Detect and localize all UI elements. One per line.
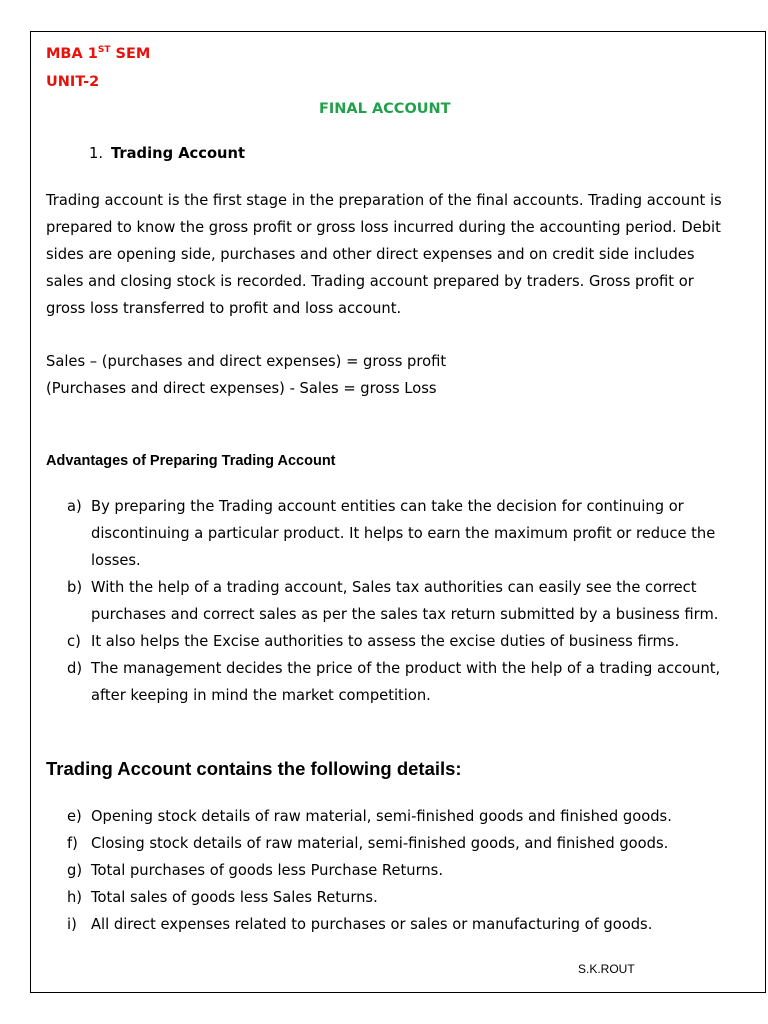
list-marker: f) [67, 835, 78, 852]
unit-label: UNIT-2 [46, 74, 100, 90]
list-marker: a) [67, 498, 82, 515]
list-marker: g) [67, 862, 83, 879]
list-text: Opening stock details of raw material, semi-finished goods and finished goods. [91, 808, 672, 825]
course-label: MBA 1ST SEM [46, 45, 151, 62]
paragraph-line: sides are opening side, purchases and other direct expenses and on credit side includes [46, 246, 695, 263]
list-item [67, 884, 757, 911]
list-text: It also helps the Excise authorities to assess the excise duties of business firms. [91, 633, 680, 650]
paragraph-line: sales and closing stock is recorded. Trading account prepared by traders. Gross profit or [46, 273, 694, 290]
paragraph-line: Trading account is the first stage in the preparation of the final accounts. Trading account is [46, 192, 722, 209]
list-item [67, 911, 757, 938]
section-heading: Trading Account [111, 145, 245, 162]
details-heading: Trading Account contains the following details: [46, 758, 462, 779]
list-marker: i) [67, 916, 77, 933]
list-item [67, 493, 757, 574]
section-number: 1. [89, 145, 104, 162]
document-page [30, 31, 766, 993]
list-text: Total purchases of goods less Purchase Returns. [91, 862, 443, 879]
formula-gross-profit: Sales – (purchases and direct expenses) = gross profit [46, 353, 447, 370]
list-item [67, 655, 757, 709]
list-marker: h) [67, 889, 83, 906]
list-marker: d) [67, 660, 83, 677]
list-marker: b) [67, 579, 83, 596]
list-text: Closing stock details of raw material, semi-finished goods, and finished goods. [91, 835, 669, 852]
advantages-heading: Advantages of Preparing Trading Account [46, 453, 336, 469]
list-marker: e) [67, 808, 82, 825]
list-text: With the help of a trading account, Sales tax authorities can easily see the correct [91, 579, 697, 596]
list-item [67, 574, 757, 628]
list-text: discontinuing a particular product. It helps to earn the maximum profit or reduce the [91, 525, 716, 542]
list-marker: c) [67, 633, 81, 650]
list-text: after keeping in mind the market competition. [91, 687, 431, 704]
list-item [67, 628, 757, 655]
list-text: purchases and correct sales as per the sales tax return submitted by a business firm. [91, 606, 719, 623]
paragraph-line: gross loss transferred to profit and loss account. [46, 300, 402, 317]
document-title: FINAL ACCOUNT [319, 101, 451, 117]
formula-gross-loss: (Purchases and direct expenses) - Sales = gross Loss [46, 380, 437, 397]
list-text: By preparing the Trading account entities can take the decision for continuing or [91, 498, 684, 515]
list-text: The management decides the price of the product with the help of a trading account, [91, 660, 721, 677]
list-text: losses. [91, 552, 141, 569]
list-item [67, 857, 757, 884]
trading-account-paragraph [46, 187, 746, 322]
paragraph-line: prepared to know the gross profit or gross loss incurred during the accounting period. Debit [46, 219, 721, 236]
list-item [67, 803, 757, 830]
author-signature: S.K.ROUT [578, 962, 635, 976]
list-text: Total sales of goods less Sales Returns. [91, 889, 378, 906]
list-text: All direct expenses related to purchases or sales or manufacturing of goods. [91, 916, 653, 933]
list-item [67, 830, 757, 857]
